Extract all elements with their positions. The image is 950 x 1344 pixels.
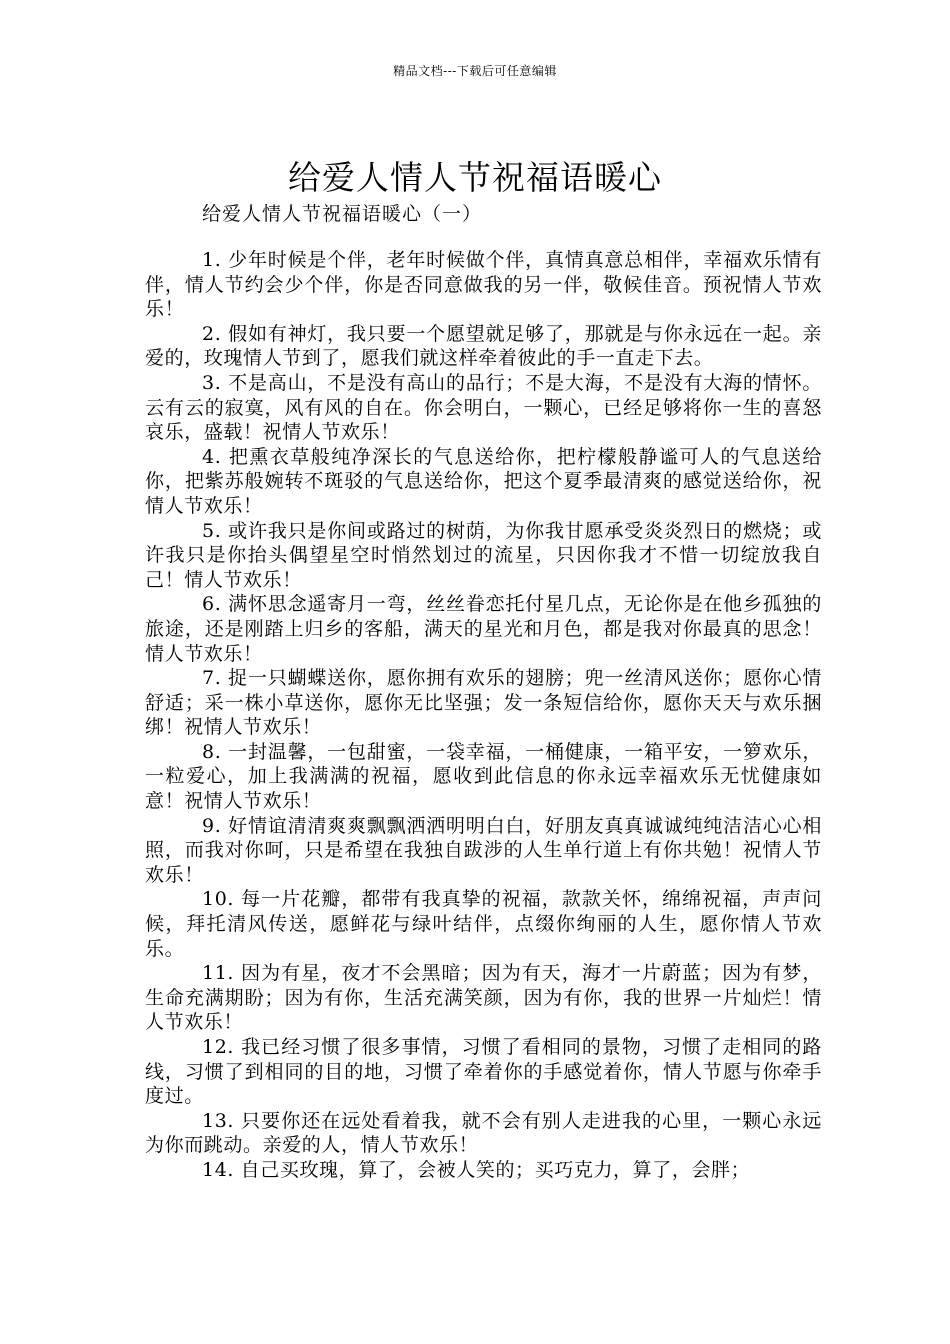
paragraph-6: 6. 满怀思念遥寄月一弯，丝丝眷恋托付星几点，无论你是在他乡孤独的旅途，还是刚踏上归乡的客船，满天的星光和月色，都是我对你最真的思念！情人节欢乐！ <box>145 593 822 665</box>
paragraph-7: 7. 捉一只蝴蝶送你，愿你拥有欢乐的翅膀；兜一丝清风送你；愿你心情舒适；采一株小草送你，愿你无比坚强；发一条短信给你，愿你天天与欢乐捆绑！祝情人节欢乐！ <box>145 667 822 739</box>
paragraph-1: 1. 少年时候是个伴，老年时候做个伴，真情真意总相伴，幸福欢乐情有伴，情人节约会少个伴，你是否同意做我的另一伴，敬候佳音。预祝情人节欢乐！ <box>145 249 822 321</box>
paragraph-2: 2. 假如有神灯，我只要一个愿望就足够了，那就是与你永远在一起。亲爱的，玫瑰情人节到了，愿我们就这样牵着彼此的手一直走下去。 <box>145 322 822 370</box>
paragraph-4: 4. 把熏衣草般纯净深长的气息送给你，把柠檬般静谧可人的气息送给你，把紫苏般婉转不斑驳的气息送给你，把这个夏季最清爽的感觉送给你，祝情人节欢乐！ <box>145 445 822 517</box>
paragraph-12: 12. 我已经习惯了很多事情，习惯了看相同的景物，习惯了走相同的路线，习惯了到相同的目的地，习惯了牵着你的手感觉着你，情人节愿与你牵手度过。 <box>145 1036 822 1108</box>
paragraph-11: 11. 因为有星，夜才不会黑暗；因为有天，海才一片蔚蓝；因为有梦，生命充满期盼；因为有你，生活充满笑颜，因为有你，我的世界一片灿烂！情人节欢乐！ <box>145 962 822 1034</box>
paragraph-10: 10. 每一片花瓣，都带有我真挚的祝福，款款关怀，绵绵祝福，声声问候，拜托清风传送，愿鲜花与绿叶结伴，点缀你绚丽的人生，愿你情人节欢乐。 <box>145 888 822 960</box>
header-note: 精品文档---下载后可任意编辑 <box>393 64 557 78</box>
section-subtitle: 给爱人情人节祝福语暖心（一） <box>202 203 483 225</box>
document-body <box>145 248 822 1183</box>
paragraph-3: 3. 不是高山，不是没有高山的品行；不是大海，不是没有大海的情怀。云有云的寂寞，风有风的自在。你会明白，一颗心，已经足够将你一生的喜怒哀乐，盛载！祝情人节欢乐！ <box>145 371 822 444</box>
document-title: 给爱人情人节祝福语暖心 <box>288 158 662 198</box>
paragraph-5: 5. 或许我只是你间或路过的树荫，为你我甘愿承受炎炎烈日的燃烧；或许我只是你抬头偶望星空时悄然划过的流星，只因你我才不惜一切绽放我自己！情人节欢乐！ <box>145 519 822 591</box>
paragraph-8: 8. 一封温馨，一包甜蜜，一袋幸福，一桶健康，一箱平安，一箩欢乐，一粒爱心，加上我满满的祝福，愿收到此信息的你永远幸福欢乐无忧健康如意！祝情人节欢乐！ <box>145 740 822 813</box>
paragraph-9: 9. 好情谊清清爽爽飘飘洒洒明明白白，好朋友真真诚诚纯纯洁洁心心相照，而我对你呵，只是希望在我独自跋涉的人生单行道上有你共勉！祝情人节欢乐！ <box>145 814 822 886</box>
paragraph-14: 14. 自己买玫瑰，算了，会被人笑的；买巧克力，算了，会胖； <box>202 1158 751 1181</box>
paragraph-13: 13. 只要你还在远处看着我，就不会有别人走进我的心里，一颗心永远为你而跳动。亲爱的人，情人节欢乐！ <box>145 1109 822 1157</box>
